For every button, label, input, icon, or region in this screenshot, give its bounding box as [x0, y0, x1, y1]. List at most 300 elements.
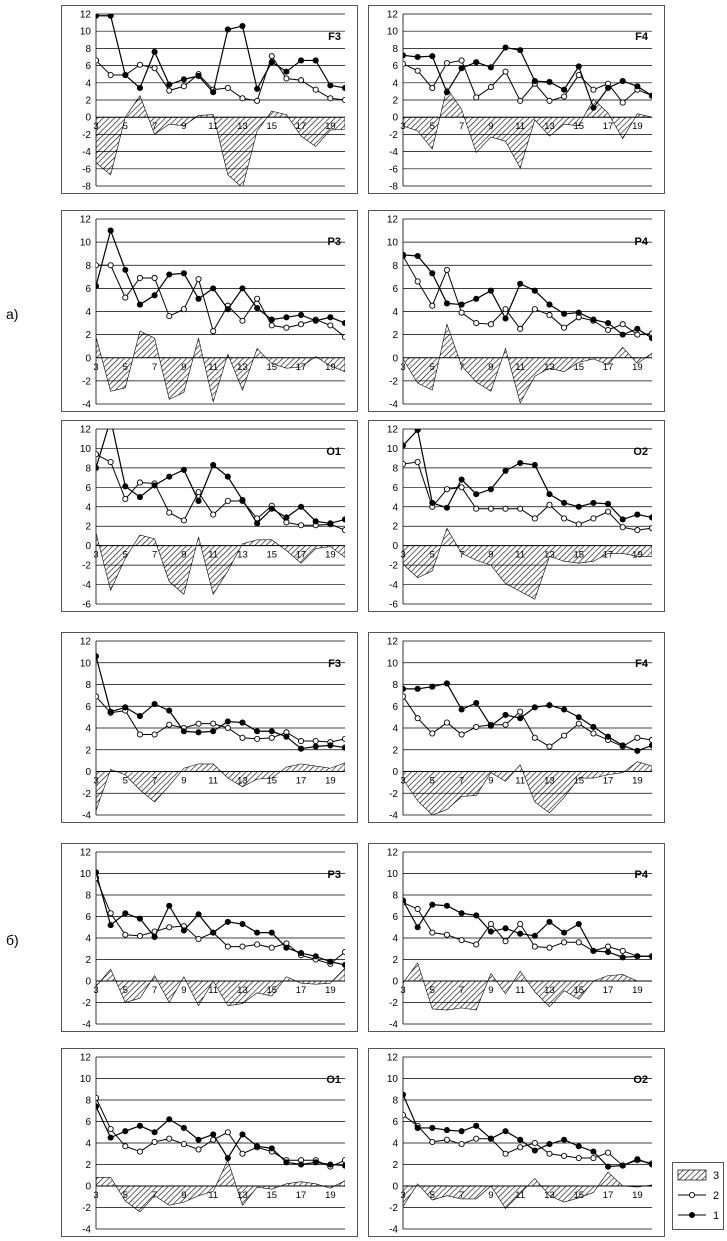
- series-2-point: [269, 735, 274, 740]
- x-tick-label: 7: [151, 361, 158, 373]
- series-1-point: [342, 517, 347, 522]
- series-2-point: [444, 60, 449, 65]
- series-2-point: [137, 933, 142, 938]
- y-tick-label: 0: [85, 1181, 91, 1193]
- series-2-point: [167, 722, 172, 727]
- chart-title: O1: [326, 1074, 341, 1086]
- legend-swatch-marker: [689, 1212, 694, 1217]
- series-2-point: [298, 78, 303, 83]
- series-2-point: [196, 490, 201, 495]
- series-1-point: [108, 709, 113, 714]
- x-tick-label: 19: [632, 985, 643, 996]
- series-2-point: [562, 325, 567, 330]
- legend-svg: [673, 1163, 723, 1229]
- series-1-point: [313, 58, 318, 63]
- y-tick-label: 0: [85, 353, 91, 365]
- series-2-point: [518, 506, 523, 511]
- series-1-point: [313, 1160, 318, 1165]
- y-tick-label: 0: [392, 541, 398, 553]
- series-2-point: [430, 85, 435, 90]
- series-2-point: [503, 939, 508, 944]
- y-tick-label: 6: [392, 283, 398, 295]
- y-tick-label: 8: [392, 43, 398, 55]
- series-1-point: [152, 49, 157, 54]
- series-1-point: [576, 715, 581, 720]
- series-1-point: [620, 743, 625, 748]
- x-tick-label: 13: [237, 775, 248, 787]
- series-1-point: [240, 1132, 245, 1137]
- legend: [672, 1162, 724, 1230]
- series-1-point: [167, 903, 172, 908]
- y-tick-label: -4: [389, 147, 398, 159]
- series-1-line: [403, 48, 652, 108]
- y-tick-label: 10: [79, 443, 91, 455]
- series-2-point: [562, 516, 567, 521]
- series-2-point: [532, 735, 537, 740]
- x-tick-label: 5: [429, 361, 435, 373]
- x-tick-label: 17: [295, 361, 307, 373]
- y-tick-label: 8: [85, 680, 91, 691]
- series-1-point: [415, 925, 420, 930]
- y-tick-label: -4: [389, 1019, 398, 1031]
- series-2-line: [96, 696, 345, 742]
- series-2-point: [444, 1137, 449, 1142]
- series-1-point: [167, 474, 172, 479]
- series-2-point: [211, 329, 216, 334]
- series-2-point: [459, 1141, 464, 1146]
- series-1-point: [576, 921, 581, 926]
- x-tick-label: 7: [151, 121, 158, 133]
- x-tick-label: 11: [208, 1190, 219, 1201]
- chart-b-P3: [61, 843, 358, 1032]
- series-2-point: [474, 942, 479, 947]
- series-2-point: [532, 944, 537, 949]
- series-1-point: [532, 78, 537, 83]
- x-tick-label: 19: [632, 775, 643, 787]
- x-tick-label: 19: [325, 985, 336, 996]
- y-tick-label: 0: [392, 353, 398, 365]
- series-1-point: [576, 504, 581, 509]
- y-tick-label: 6: [85, 283, 91, 295]
- legend-swatch-marker: [689, 1192, 694, 1197]
- series-1-point: [137, 85, 142, 90]
- series-1-point: [152, 1130, 157, 1135]
- series-2-point: [605, 327, 610, 332]
- series-2-point: [430, 930, 435, 935]
- series-2-point: [108, 72, 113, 77]
- series-2-point: [137, 1149, 142, 1154]
- x-tick-label: 15: [266, 985, 278, 996]
- series-1-point: [108, 228, 113, 233]
- y-tick-label: 8: [85, 260, 91, 272]
- y-tick-label: 0: [85, 976, 91, 988]
- y-tick-label: 12: [79, 1052, 91, 1064]
- series-2-point: [123, 496, 128, 501]
- series-3-area: [403, 762, 652, 815]
- y-tick-label: -6: [389, 599, 398, 611]
- x-tick-label: 5: [122, 1190, 128, 1201]
- series-1-point: [503, 1129, 508, 1134]
- series-2-point: [167, 925, 172, 930]
- series-2-point: [503, 69, 508, 74]
- series-2-point: [562, 1153, 567, 1158]
- y-tick-label: 8: [392, 1095, 398, 1107]
- y-tick-label: 6: [392, 912, 398, 923]
- chart-svg: [369, 633, 664, 822]
- y-tick-label: 8: [392, 260, 398, 272]
- series-1-point: [488, 723, 493, 728]
- series-1-line: [96, 231, 345, 324]
- series-2-point: [518, 921, 523, 926]
- series-3-area: [403, 528, 652, 599]
- series-1-point: [108, 1135, 113, 1140]
- series-2-point: [181, 84, 186, 89]
- series-1-line: [96, 656, 345, 748]
- series-2-point: [620, 100, 625, 105]
- series-1-point: [591, 500, 596, 505]
- y-tick-label: 2: [85, 330, 91, 342]
- chart-title: F4: [635, 658, 648, 670]
- x-tick-label: 9: [181, 1190, 187, 1201]
- series-1-point: [400, 898, 405, 903]
- chart-title: O2: [633, 1074, 648, 1086]
- series-1-point: [532, 705, 537, 710]
- series-2-line: [403, 1115, 652, 1166]
- y-tick-label: 12: [79, 847, 91, 859]
- y-tick-label: 8: [392, 680, 398, 691]
- series-2-point: [474, 1136, 479, 1141]
- y-tick-label: -2: [389, 1203, 398, 1214]
- series-1-point: [576, 64, 581, 69]
- series-1-point: [298, 504, 303, 509]
- x-tick-label: 9: [181, 549, 187, 561]
- series-1-point: [430, 902, 435, 907]
- series-1-point: [591, 724, 596, 729]
- x-tick-label: 13: [544, 361, 555, 373]
- y-tick-label: 4: [392, 502, 398, 514]
- series-2-line: [96, 1098, 345, 1167]
- series-2-point: [620, 525, 625, 530]
- series-1-point: [605, 734, 610, 739]
- series-1-point: [152, 701, 157, 706]
- series-1-point: [474, 700, 479, 705]
- chart-svg: [62, 1049, 357, 1236]
- series-2-point: [415, 716, 420, 721]
- y-tick-label: 10: [79, 1074, 91, 1085]
- series-2-point: [137, 275, 142, 280]
- series-2-point: [313, 87, 318, 92]
- series-1-point: [649, 743, 654, 748]
- series-2-point: [605, 509, 610, 514]
- y-tick-label: 0: [85, 541, 91, 553]
- x-tick-label: 11: [515, 361, 526, 373]
- series-2-point: [547, 98, 552, 103]
- x-tick-label: 11: [515, 985, 526, 996]
- series-2-point: [152, 1139, 157, 1144]
- series-1-point: [605, 320, 610, 325]
- x-tick-label: 15: [573, 985, 585, 996]
- x-tick-label: 3: [93, 121, 99, 133]
- series-1-point: [196, 730, 201, 735]
- series-2-point: [576, 1155, 581, 1160]
- series-1-point: [518, 1137, 523, 1142]
- series-1-point: [108, 923, 113, 928]
- series-2-point: [518, 709, 523, 714]
- x-tick-label: 11: [515, 775, 526, 787]
- series-2-point: [284, 76, 289, 81]
- series-1-point: [284, 315, 289, 320]
- series-1-point: [211, 462, 216, 467]
- y-tick-label: 12: [79, 214, 91, 226]
- series-2-point: [620, 948, 625, 953]
- series-1-point: [284, 1160, 289, 1165]
- series-1-point: [635, 748, 640, 753]
- series-2-point: [93, 1095, 98, 1100]
- series-1-point: [444, 301, 449, 306]
- x-tick-label: 5: [122, 549, 128, 561]
- series-1-point: [488, 288, 493, 293]
- series-2-point: [576, 522, 581, 527]
- y-tick-label: 4: [85, 78, 91, 90]
- series-1-point: [649, 93, 654, 98]
- x-tick-label: 7: [151, 1190, 158, 1201]
- series-2-point: [503, 307, 508, 312]
- series-1-point: [503, 316, 508, 321]
- x-tick-label: 15: [266, 1190, 278, 1201]
- x-tick-label: 17: [602, 361, 614, 373]
- series-1-point: [342, 85, 347, 90]
- series-1-point: [430, 271, 435, 276]
- series-1-point: [459, 707, 464, 712]
- series-1-point: [298, 1162, 303, 1167]
- x-tick-label: 5: [429, 775, 435, 787]
- y-tick-label: -4: [82, 1224, 91, 1236]
- x-tick-label: 3: [400, 361, 406, 373]
- y-tick-label: 2: [392, 745, 398, 757]
- series-3-area: [96, 533, 345, 594]
- series-3-area: [403, 324, 652, 403]
- chart-svg: [369, 6, 664, 193]
- series-1-point: [605, 949, 610, 954]
- series-2-point: [240, 1151, 245, 1156]
- series-1-point: [562, 500, 567, 505]
- y-tick-label: 6: [392, 1117, 398, 1128]
- x-tick-label: 13: [237, 121, 248, 133]
- series-1-point: [225, 919, 230, 924]
- y-tick-label: -4: [82, 147, 91, 159]
- series-1-point: [400, 53, 405, 58]
- series-2-point: [415, 906, 420, 911]
- series-1-point: [328, 521, 333, 526]
- x-tick-label: 5: [122, 775, 128, 787]
- y-tick-label: 8: [85, 890, 91, 902]
- y-tick-label: -8: [389, 181, 398, 193]
- series-2-point: [255, 296, 260, 301]
- series-1-point: [342, 320, 347, 325]
- y-tick-label: 8: [85, 463, 91, 475]
- series-2-point: [108, 263, 113, 268]
- series-1-point: [562, 311, 567, 316]
- x-tick-label: 17: [602, 985, 614, 996]
- x-tick-label: 9: [181, 985, 187, 996]
- y-tick-label: 2: [85, 745, 91, 757]
- y-tick-label: 2: [392, 95, 398, 107]
- y-tick-label: 6: [392, 482, 398, 494]
- series-1-point: [400, 1092, 405, 1097]
- series-1-point: [137, 916, 142, 921]
- series-2-point: [225, 1130, 230, 1135]
- y-tick-label: -4: [389, 1224, 398, 1236]
- series-1-point: [328, 743, 333, 748]
- series-1-point: [328, 1162, 333, 1167]
- series-2-point: [152, 66, 157, 71]
- series-1-point: [211, 90, 216, 95]
- series-1-point: [93, 870, 98, 875]
- y-tick-label: 0: [392, 976, 398, 988]
- y-tick-label: 12: [386, 636, 398, 648]
- x-tick-label: 15: [266, 121, 278, 133]
- x-tick-label: 19: [325, 775, 336, 787]
- series-1-point: [532, 1148, 537, 1153]
- series-2-point: [400, 61, 405, 66]
- y-tick-label: 10: [386, 26, 398, 38]
- series-1-point: [298, 312, 303, 317]
- chart-title: F3: [328, 658, 341, 670]
- series-2-point: [123, 1144, 128, 1149]
- x-tick-label: 11: [208, 775, 219, 787]
- series-1-point: [284, 69, 289, 74]
- y-tick-label: 10: [386, 237, 398, 249]
- series-2-point: [137, 732, 142, 737]
- series-1-point: [562, 930, 567, 935]
- series-2-point: [576, 721, 581, 726]
- y-tick-label: 12: [79, 636, 91, 648]
- y-tick-label: -2: [389, 998, 398, 1009]
- chart-b-P4: [368, 843, 665, 1032]
- series-1-point: [415, 54, 420, 59]
- x-tick-label: 19: [325, 1190, 336, 1201]
- y-tick-label: 2: [392, 330, 398, 342]
- series-2-point: [240, 944, 245, 949]
- chart-b-F4: [368, 632, 665, 823]
- y-tick-label: 4: [392, 307, 398, 318]
- y-tick-label: -4: [82, 1019, 91, 1031]
- group-label-a: а): [6, 306, 19, 322]
- series-2-point: [167, 314, 172, 319]
- series-1-point: [591, 1149, 596, 1154]
- chart-svg: [62, 6, 357, 193]
- series-1-point: [591, 105, 596, 110]
- series-2-point: [196, 277, 201, 282]
- series-1-point: [255, 1144, 260, 1149]
- y-tick-label: 12: [386, 424, 398, 436]
- x-tick-label: 15: [573, 1190, 585, 1201]
- series-2-point: [240, 318, 245, 323]
- y-tick-label: 4: [85, 307, 91, 318]
- y-tick-label: 4: [392, 78, 398, 90]
- x-tick-label: 9: [488, 775, 494, 787]
- series-1-point: [269, 506, 274, 511]
- y-tick-label: 4: [392, 933, 398, 945]
- series-1-point: [620, 332, 625, 337]
- series-2-point: [430, 731, 435, 736]
- y-tick-label: 10: [386, 1074, 398, 1085]
- series-2-point: [123, 295, 128, 300]
- y-tick-label: 8: [392, 463, 398, 475]
- series-2-point: [298, 322, 303, 327]
- series-1-line: [403, 430, 652, 519]
- y-tick-label: 4: [85, 1138, 91, 1150]
- series-1-point: [123, 911, 128, 916]
- x-tick-label: 3: [400, 775, 406, 787]
- series-3-area: [403, 1172, 652, 1209]
- series-1-line: [403, 255, 652, 338]
- series-2-point: [532, 516, 537, 521]
- x-tick-label: 19: [325, 549, 336, 561]
- y-tick-label: 2: [85, 955, 91, 966]
- series-1-point: [137, 713, 142, 718]
- y-tick-label: -2: [82, 1203, 91, 1214]
- series-1-point: [576, 1144, 581, 1149]
- x-tick-label: 13: [544, 985, 555, 996]
- x-tick-label: 9: [488, 121, 494, 133]
- series-1-point: [605, 501, 610, 506]
- series-2-point: [430, 303, 435, 308]
- series-1-line: [403, 683, 652, 750]
- series-1-point: [298, 746, 303, 751]
- series-1-point: [167, 82, 172, 87]
- series-1-point: [342, 745, 347, 750]
- series-1-point: [547, 1141, 552, 1146]
- series-2-point: [167, 88, 172, 93]
- series-2-point: [474, 724, 479, 729]
- x-tick-label: 3: [400, 549, 406, 561]
- x-tick-label: 11: [515, 121, 526, 133]
- series-1-point: [123, 484, 128, 489]
- series-2-point: [108, 459, 113, 464]
- series-2-point: [635, 332, 640, 337]
- series-1-point: [518, 716, 523, 721]
- y-tick-label: 0: [392, 112, 398, 124]
- series-1-point: [328, 315, 333, 320]
- series-1-point: [620, 1163, 625, 1168]
- series-1-point: [430, 500, 435, 505]
- series-1-point: [240, 286, 245, 291]
- series-2-point: [211, 721, 216, 726]
- x-tick-label: 19: [632, 549, 643, 561]
- x-tick-label: 17: [295, 1190, 307, 1201]
- x-tick-label: 19: [632, 121, 643, 133]
- y-tick-label: -4: [82, 580, 91, 592]
- y-tick-label: 8: [392, 890, 398, 902]
- series-1-point: [562, 1137, 567, 1142]
- series-2-point: [269, 54, 274, 59]
- x-tick-label: 7: [151, 775, 158, 787]
- x-tick-label: 19: [325, 361, 336, 373]
- chart-title: P3: [327, 869, 341, 881]
- y-tick-label: 10: [79, 26, 91, 38]
- series-2-point: [400, 461, 405, 466]
- series-1-point: [313, 744, 318, 749]
- series-1-point: [415, 1125, 420, 1130]
- y-tick-label: 12: [386, 214, 398, 226]
- series-1-point: [459, 302, 464, 307]
- series-1-point: [459, 477, 464, 482]
- series-1-point: [415, 686, 420, 691]
- x-tick-label: 7: [151, 549, 158, 561]
- series-1-point: [313, 954, 318, 959]
- series-1-line: [96, 872, 345, 964]
